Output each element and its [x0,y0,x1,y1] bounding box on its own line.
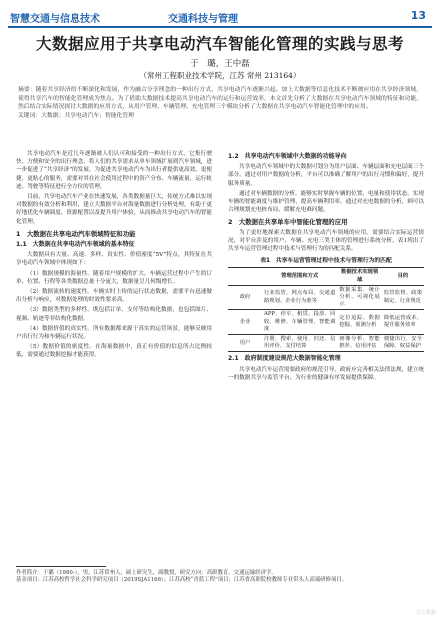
table-cell: 用户 [228,335,262,352]
table-cell: 监管监督、政策制定、行业规范 [382,285,424,310]
table-header-cell: 管理范围和方式 [262,268,337,285]
table-cell: 注册、搜索、使用、归还、信用评价、支付结算 [262,335,337,352]
keywords-text: 关键词：大数据；共享电动汽车；智能化管理 [18,112,134,119]
body-paragraph: 为了更好地探索大数据在共享电动汽车领域的应用，需要结合实际运营情况，对平台涉及的用户、车辆、充电三类主体的管理进行系统分析，表1列出了共享车运营管理过程中技术与管理行为的匹配关系。 [228,229,424,253]
body-paragraph: （5）数据价值的密度性。在海量数据中，真正有价值的信息所占比例较低，需要通过数据挖掘才能获得。 [16,344,212,359]
author-info: 作者简介：于璐（1980-），男，江苏常州人，硕士研究生，副教授，研究方向：高职教育，交通运输经济学。 [16,570,277,576]
article-affiliation: （常州工程职业技术学院，江苏 常州 213164） [139,71,301,80]
fund-info: 基金项目：江苏高校哲学社会科学研究项目（2019SJA1168）；江苏高校“青蓝工程”项目；江苏省高职院校教师专业带头人高端研修项目。 [16,577,348,584]
table-header-cell: 数据技术实现领域 [337,268,381,285]
section-heading: 1 大数据在共享电动汽车领域特征和功能 [16,229,136,238]
table-cell: 行业监管、网点布局、交通道路规划、企业行为准等 [262,285,337,310]
table-header-cell: 目的 [382,268,424,285]
body-paragraph: （1）数据规模的海量性。随着用户规模的扩大，车辆运营过程中产生的订单、位置、行程等各类数据总量十分庞大，数据量呈几何级增长。 [16,270,212,285]
left-column [16,150,212,362]
table-cell: 便捷出行、安全保障、权益保护 [382,335,424,352]
table-cell: APP、停车、租赁、投放、回收、维修、车辆管理、智能调度 [262,310,337,335]
intro-paragraph: 共享电动汽车是近几年逐渐被人们认可和接受的一种出行方式，它集行驶快、方便和安全的出行理念，将人们的共享需求从单车领域扩展到汽车领域，进一步促进了“共享经济”的发展。为促进共享电动汽车为出行者提供更高效、更便捷、更贴心的服务，需要对其在社会使用过程中的资产分布、车辆流量、运行轨迹、驾驶等特征进行全方位的管理。 [16,151,212,190]
body-paragraph: 大数据具有大量、高速、多样、真实性、价值密度“5V”特点，其特征在共享电动汽车领域中体现如下： [16,252,212,267]
table-cell: 数据采集、统计分析、可视化展示 [337,285,381,310]
table-header-cell [228,268,262,285]
subsection-heading: 1.1 大数据在共享电动汽车领域的基本特征 [16,241,135,249]
table-header-row [228,268,424,285]
table-cell: 降低运营成本、提升服务效率 [382,310,424,335]
table-cell: 定位追踪、数据挖掘、预测分析 [337,310,381,335]
body-paragraph: 共享电动汽车领域中的大数据可划分为用户层面、车辆层面和充电层面三个部分。通过对用户数据的分析，平台可以准确了解用户的出行习惯和偏好，提升服务质量。 [228,164,424,187]
article-title: 大数据应用于共享电动汽车智能化管理的实践与思考 [35,34,404,53]
table-caption: 表1 共享车运营管理过程中技术与管理行为的匹配 [260,258,392,265]
matching-table [228,267,424,352]
body-paragraph: （2）数据流转的速度性。车辆实时上传的运行状态数据，需要平台迅速做出分析与响应，对数据处理的时效性要求高。 [16,289,212,304]
footnote-rule [16,566,106,567]
journal-name: 智慧交通与信息技术 [10,14,100,25]
right-column [228,150,424,384]
abstract-text: 摘要：随着共享经济的不断深化和发展，作为融合分享理念的一种出行方式，共享电动汽车逐渐兴起。加上大数据等信息化技术不断被应用在共享经济领域，使得共享汽车的智能化管理成为焦点。为了借助大数据技术提高共享电动汽车的运行和运营效率，本文首先分析了大数据在共享电动汽车领域的特征和功能，然后结合实际情况探讨大数据的应用方式，从用户管理、车辆管理、充电管理三个模块分析了大数据在共享电动汽车智能化管理中的应用。 [18,87,422,111]
body-paragraph: 共享电动汽车运营需要政府的规范引导，政府应完善相关法律法规，建立统一的数据共享与监管平台，为行业的健康有序发展提供保障。 [228,366,424,381]
page-number: 13 [410,9,426,22]
table-cell: 企业 [228,310,262,335]
section-name: 交通科技与管理 [168,14,238,25]
section-heading: 2 大数据在共享单车中智能化管理的应用 [228,218,348,227]
body-paragraph: （4）数据价值的真实性。所有数据都来源于真实的运营场景，能够反映用户出行行为和车辆运行状况。 [16,325,212,341]
body-paragraph: 通过对车辆数据的分析，能够实时掌握车辆的位置、电量和使用状态，实现车辆的智能调度与维护管理，提高车辆利用率。通过对充电数据的分析，则可以合理规划充电桩布局，缓解充电难问题。 [228,190,424,214]
header-rule [8,26,432,28]
intro-paragraph: 目前，共享电动汽车产业在快速发展，各类数据量巨大，传统方式难以实现对数据的有效分析和利用，建立大数据平台对海量数据进行分析处理，有助于更好地优化车辆调度、资源配置以及提升用户体验，从而推动共享电动汽车的智能化管理。 [16,194,212,225]
table-cell: 政府 [228,285,262,310]
article-author: 于 璐，王中磊 [190,59,250,69]
subsection-heading: 2.1 政府制度建设规范大数据智能化管理 [228,355,341,363]
watermark: 万方数据 [415,610,436,616]
body-paragraph: （3）数据类型的多样性。既包括订单、支付等结构化数据，也包括图片、视频、轨迹等非结构化数据。 [16,307,212,322]
table-cell: 画像分析、智能推荐、信用评估 [337,335,381,352]
footnote-block [16,570,424,585]
abstract-block [18,86,422,120]
table-row [228,310,424,335]
table-row [228,335,424,352]
table-row [228,285,424,310]
journal-header [8,6,432,28]
subsection-heading: 1.2 共享电动汽车领域中大数据的功能导向 [228,153,347,160]
